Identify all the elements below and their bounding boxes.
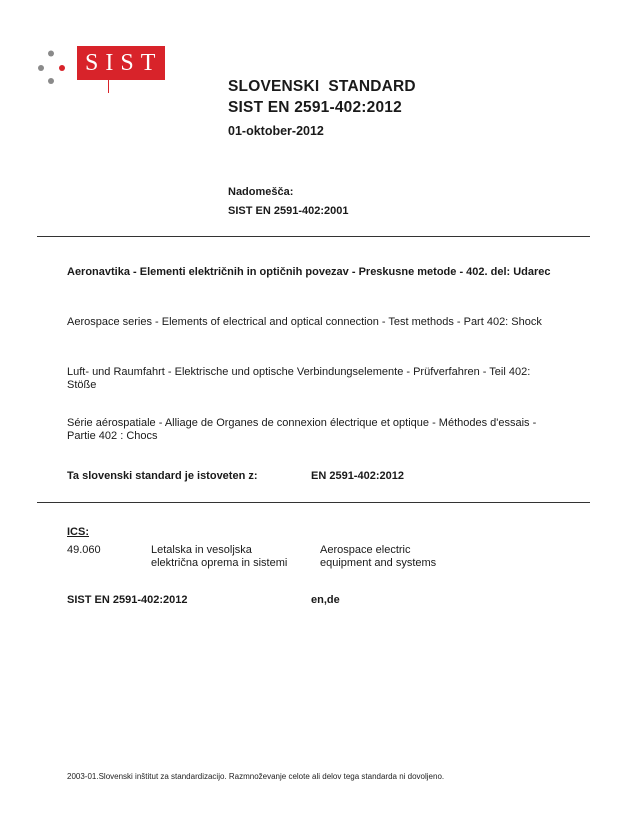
title-slovenian: Aeronavtika - Elementi električnih in optičnih povezav - Preskusne metode - 402. del: Udarec bbox=[67, 266, 551, 278]
ics-description-english bbox=[320, 544, 490, 570]
standard-number: SIST EN 2591-402:2012 bbox=[228, 99, 402, 116]
ics-si-line1: Letalska in vesoljska bbox=[151, 544, 252, 556]
ics-si-line2: električna oprema in sistemi bbox=[151, 557, 288, 569]
logo-dot-right bbox=[59, 65, 65, 71]
logo-divider bbox=[108, 80, 109, 93]
logo-dot-bottom bbox=[48, 78, 54, 84]
footer-languages: en,de bbox=[311, 594, 340, 606]
title-english: Aerospace series - Elements of electrical and optical connection - Test methods - Part 402: Shock bbox=[67, 316, 542, 328]
title-french: Série aérospatiale - Alliage de Organes de connexion électrique et optique - Méthodes d'essais - Partie 402 : Chocs bbox=[67, 417, 537, 442]
identical-label: Ta slovenski standard je istoveten z: bbox=[67, 470, 258, 482]
standard-date: 01-oktober-2012 bbox=[228, 124, 324, 138]
ics-description-slovenian bbox=[151, 544, 321, 570]
footer-standard: SIST EN 2591-402:2012 bbox=[67, 594, 188, 606]
title-german: Luft- und Raumfahrt - Elektrische und optische Verbindungselemente - Prüfverfahren - Teil 402: Stöße bbox=[67, 366, 531, 391]
identical-value: EN 2591-402:2012 bbox=[311, 470, 404, 482]
ics-code: 49.060 bbox=[67, 544, 101, 556]
ics-title: ICS: bbox=[67, 526, 89, 538]
ics-en-line1: Aerospace electric bbox=[320, 544, 411, 556]
logo-dot-top bbox=[48, 51, 54, 57]
replaces-value: SIST EN 2591-402:2001 bbox=[228, 205, 349, 217]
standard-type: SLOVENSKI STANDARD bbox=[228, 78, 416, 95]
divider-bottom bbox=[37, 502, 590, 503]
standard-header bbox=[228, 76, 416, 118]
divider-top bbox=[37, 236, 590, 237]
replaces-label: Nadomešča: bbox=[228, 186, 294, 198]
copyright-notice: 2003-01.Slovenski inštitut za standardizacijo. Razmnoževanje celote ali delov tega standarda ni dovoljeno. bbox=[67, 772, 445, 781]
sist-logo: SIST bbox=[77, 46, 165, 80]
ics-en-line2: equipment and systems bbox=[320, 557, 437, 569]
logo-dot-left bbox=[38, 65, 44, 71]
sist-logo-dots-icon bbox=[36, 50, 76, 90]
